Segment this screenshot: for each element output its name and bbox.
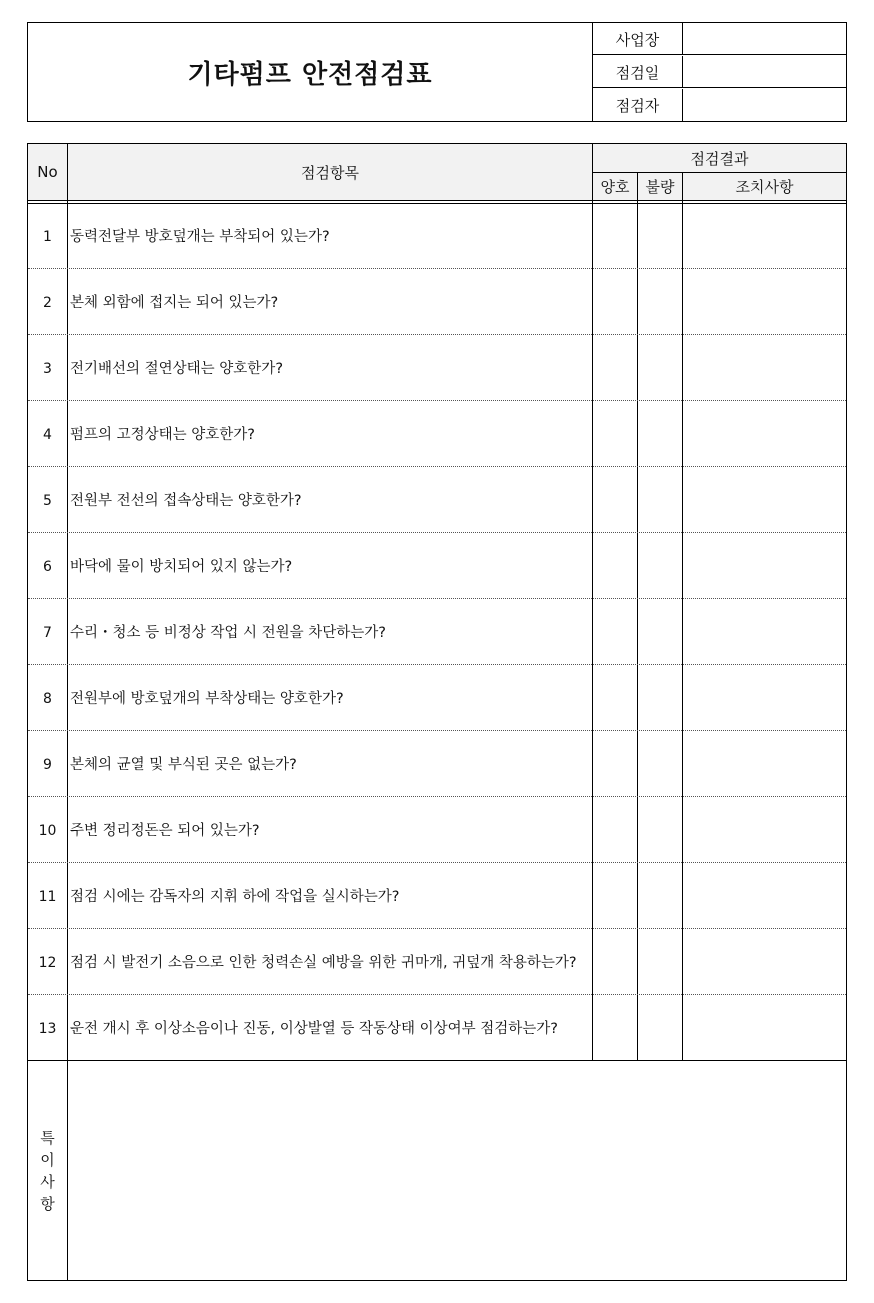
meta-row-date: [593, 56, 847, 88]
table-row: [28, 402, 846, 468]
good-cell[interactable]: [593, 600, 637, 666]
table-row: [28, 336, 846, 402]
inspection-date-field[interactable]: [683, 56, 847, 88]
action-cell[interactable]: [683, 204, 846, 270]
column-header-good: 양호: [593, 173, 637, 200]
check-item: 펌프의 고정상태는 양호한가?: [70, 426, 255, 443]
row-number: 3: [43, 361, 52, 377]
action-cell[interactable]: [683, 336, 846, 402]
meta-row-workplace: [593, 23, 847, 55]
row-separator: [28, 268, 846, 269]
row-number: 1: [43, 229, 52, 245]
row-number: 5: [43, 493, 52, 509]
row-separator: [28, 796, 846, 797]
action-cell[interactable]: [683, 798, 846, 864]
row-separator: [28, 664, 846, 665]
checklist-rows: [28, 204, 846, 1062]
action-cell[interactable]: [683, 402, 846, 468]
header-divider: [593, 172, 846, 173]
header-meta: [592, 23, 847, 121]
check-item: 동력전달부 방호덮개는 부착되어 있는가?: [70, 228, 330, 245]
meta-row-inspector: [593, 89, 847, 121]
bad-cell[interactable]: [638, 996, 682, 1062]
bad-cell[interactable]: [638, 732, 682, 798]
table-row: [28, 996, 846, 1062]
row-number: 10: [38, 823, 57, 839]
bad-cell[interactable]: [638, 336, 682, 402]
bad-cell[interactable]: [638, 864, 682, 930]
checklist-table: [27, 143, 847, 1281]
good-cell[interactable]: [593, 798, 637, 864]
bad-cell[interactable]: [638, 468, 682, 534]
action-cell[interactable]: [683, 930, 846, 996]
remarks-char: 항: [40, 1195, 55, 1213]
row-number: 6: [43, 559, 52, 575]
remarks-char: 특: [40, 1129, 55, 1147]
good-cell[interactable]: [593, 402, 637, 468]
table-row: [28, 732, 846, 798]
check-item: 전원부 전선의 접속상태는 양호한가?: [70, 492, 302, 509]
good-cell[interactable]: [593, 864, 637, 930]
check-item: 운전 개시 후 이상소음이나 진동, 이상발열 등 작동상태 이상여부 점검하는가?: [70, 1020, 559, 1037]
remarks-top-rule: [28, 1060, 846, 1061]
good-cell[interactable]: [593, 270, 637, 336]
check-item: 전기배선의 절연상태는 양호한가?: [70, 360, 284, 377]
good-cell[interactable]: [593, 996, 637, 1062]
good-cell[interactable]: [593, 336, 637, 402]
workplace-field[interactable]: [683, 23, 847, 55]
remarks-char: 사: [40, 1173, 55, 1191]
column-header-result: 점검결과: [593, 144, 846, 172]
check-item: 바닥에 물이 방치되어 있지 않는가?: [70, 558, 293, 575]
remarks-label: [28, 1062, 67, 1280]
check-item: 점검 시 발전기 소음으로 인한 청력손실 예방을 위한 귀마개, 귀덮개 착용하는가?: [70, 954, 577, 971]
good-cell[interactable]: [593, 666, 637, 732]
row-separator: [28, 730, 846, 731]
row-number: 8: [43, 691, 52, 707]
table-row: [28, 864, 846, 930]
row-separator: [28, 400, 846, 401]
action-cell[interactable]: [683, 996, 846, 1062]
good-cell[interactable]: [593, 930, 637, 996]
table-row: [28, 930, 846, 996]
header-block: [27, 22, 847, 122]
inspector-field[interactable]: [683, 89, 847, 121]
row-number: 13: [38, 1021, 57, 1037]
row-separator: [28, 532, 846, 533]
bad-cell[interactable]: [638, 204, 682, 270]
good-cell[interactable]: [593, 468, 637, 534]
table-row: [28, 798, 846, 864]
table-row: [28, 204, 846, 270]
check-item: 전원부에 방호덮개의 부착상태는 양호한가?: [70, 690, 344, 707]
inspector-label: 점검자: [593, 89, 683, 121]
table-row: [28, 666, 846, 732]
bad-cell[interactable]: [638, 534, 682, 600]
check-item: 점검 시에는 감독자의 지휘 하에 작업을 실시하는가?: [70, 888, 400, 905]
column-header-action: 조치사항: [683, 173, 846, 200]
good-cell[interactable]: [593, 732, 637, 798]
check-item: 주변 정리정돈은 되어 있는가?: [70, 822, 260, 839]
action-cell[interactable]: [683, 534, 846, 600]
row-number: 9: [43, 757, 52, 773]
row-separator: [28, 334, 846, 335]
row-number: 4: [43, 427, 52, 443]
bad-cell[interactable]: [638, 402, 682, 468]
table-row: [28, 534, 846, 600]
column-header-bad: 불량: [638, 173, 682, 200]
good-cell[interactable]: [593, 204, 637, 270]
remarks-field[interactable]: [68, 1062, 846, 1280]
row-number: 12: [38, 955, 57, 971]
column-header-item: 점검항목: [68, 144, 592, 200]
action-cell[interactable]: [683, 600, 846, 666]
bad-cell[interactable]: [638, 666, 682, 732]
action-cell[interactable]: [683, 666, 846, 732]
check-item: 수리・청소 등 비정상 작업 시 전원을 차단하는가?: [70, 624, 386, 641]
row-number: 2: [43, 295, 52, 311]
workplace-label: 사업장: [593, 23, 683, 55]
table-row: [28, 270, 846, 336]
row-separator: [28, 928, 846, 929]
inspection-date-label: 점검일: [593, 56, 683, 88]
remarks-char: 이: [40, 1151, 55, 1169]
row-number: 11: [38, 889, 57, 905]
row-separator: [28, 466, 846, 467]
action-cell[interactable]: [683, 270, 846, 336]
bad-cell[interactable]: [638, 930, 682, 996]
bad-cell[interactable]: [638, 270, 682, 336]
bad-cell[interactable]: [638, 798, 682, 864]
header-bottom-rule: [28, 200, 846, 201]
table-row: [28, 600, 846, 666]
bad-cell[interactable]: [638, 600, 682, 666]
action-cell[interactable]: [683, 468, 846, 534]
document-title: 기타펌프 안전점검표: [187, 59, 433, 90]
column-header-no: No: [28, 144, 67, 200]
good-cell[interactable]: [593, 534, 637, 600]
row-separator: [28, 862, 846, 863]
row-separator: [28, 598, 846, 599]
action-cell[interactable]: [683, 864, 846, 930]
row-separator: [28, 994, 846, 995]
row-number: 7: [43, 625, 52, 641]
table-row: [28, 468, 846, 534]
check-item: 본체의 균열 및 부식된 곳은 없는가?: [70, 756, 297, 773]
check-item: 본체 외함에 접지는 되어 있는가?: [70, 294, 279, 311]
action-cell[interactable]: [683, 732, 846, 798]
